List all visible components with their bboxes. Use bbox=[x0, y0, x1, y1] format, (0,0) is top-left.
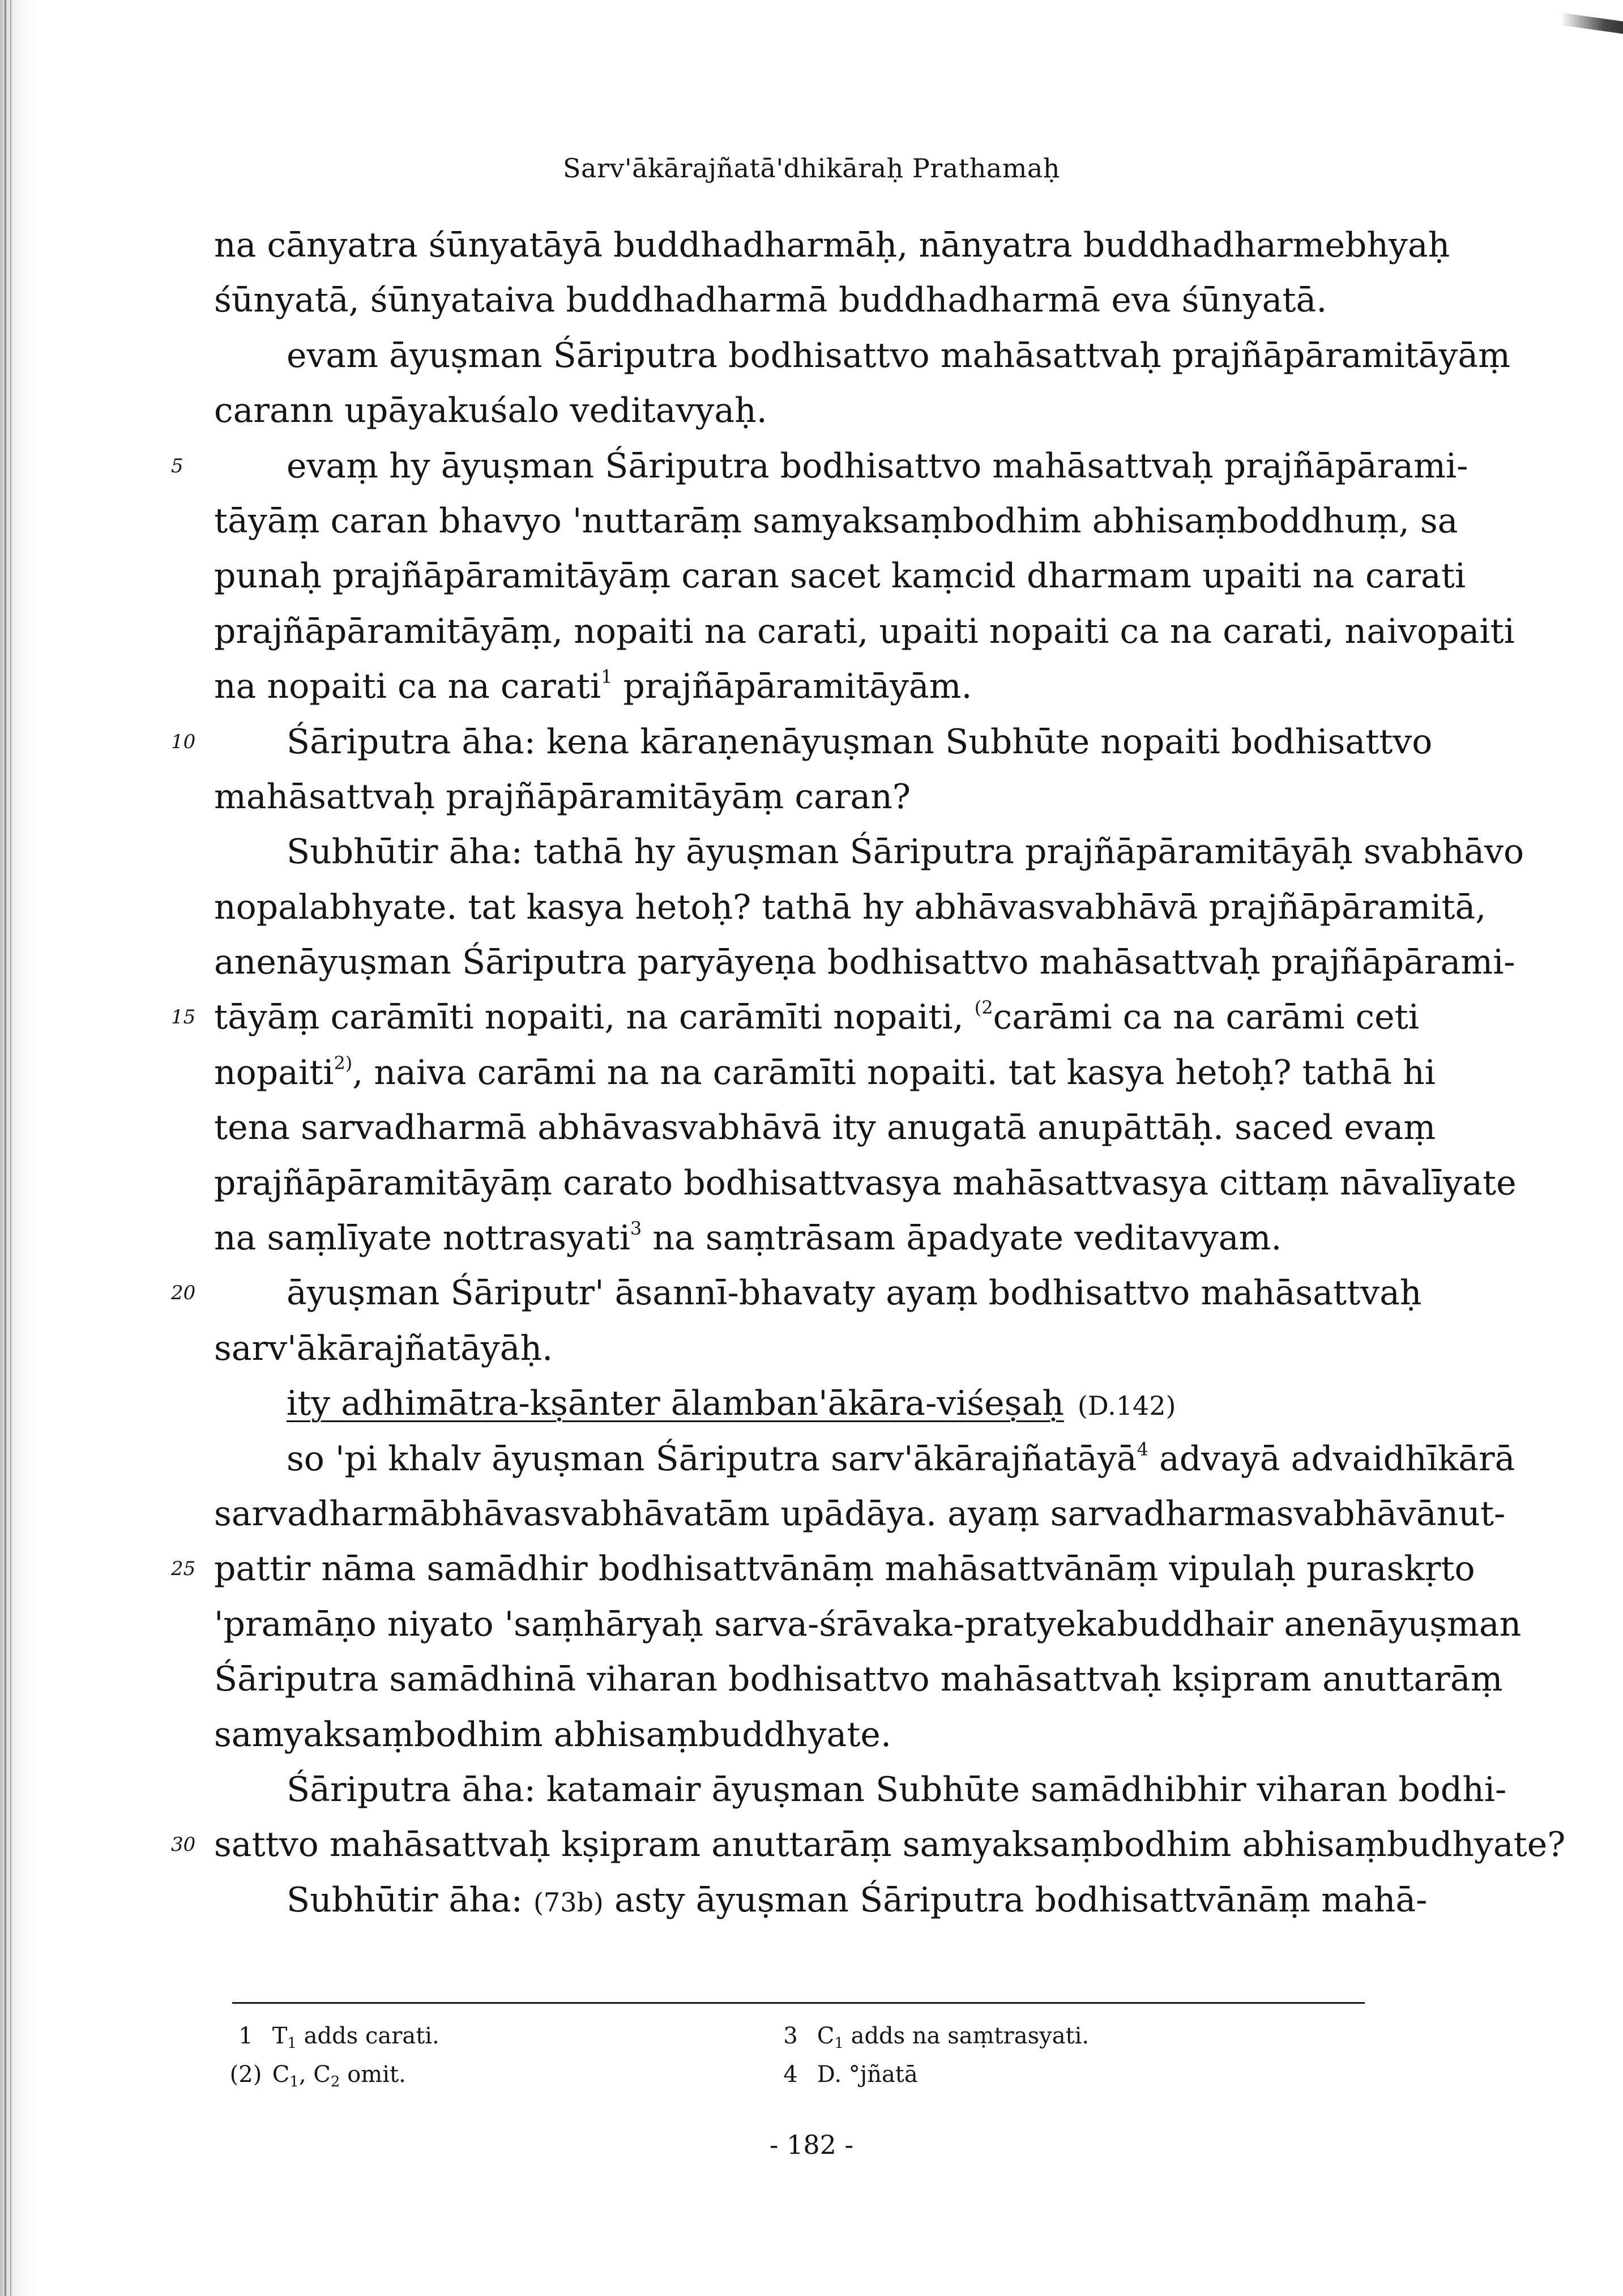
line-number: 25 bbox=[171, 1557, 196, 1581]
running-head: Sarv'ākārajñatā'dhikāraḥ Prathamaḥ bbox=[563, 153, 1060, 183]
text-line bbox=[171, 990, 1419, 1045]
line-text: 'pramāṇo niyato 'saṃhāryaḥ sarva-śrāvaka-pratyekabuddhair anenāyuṣman bbox=[214, 1604, 1522, 1644]
text-line bbox=[214, 218, 1450, 273]
section-subheading bbox=[214, 1376, 1387, 1431]
text-line bbox=[214, 549, 1466, 604]
footnote-number: 3 bbox=[783, 2023, 798, 2049]
footnote-marker: 2) bbox=[334, 1052, 353, 1074]
text-line bbox=[214, 1708, 1387, 1762]
footnote-number: (2) bbox=[229, 2062, 262, 2088]
footnote-item bbox=[227, 2058, 406, 2092]
line-text: prajñāpāramitāyāṃ carato bodhisattvasya mahāsattvasya cittaṃ nāvalīyate bbox=[214, 1163, 1517, 1203]
text-line bbox=[171, 1817, 1566, 1872]
text-line bbox=[214, 1487, 1506, 1542]
line-text: Śāriputra samādhinā viharan bodhisattvo mahāsattvaḥ kṣipram anuttarāṃ bbox=[214, 1659, 1503, 1700]
text-line bbox=[214, 935, 1515, 990]
text-line bbox=[214, 1762, 1507, 1817]
text-line bbox=[171, 439, 1468, 494]
text-line bbox=[214, 494, 1458, 549]
text-line bbox=[214, 659, 1387, 714]
line-text: so 'pi khalv āyuṣman Śāriputra sarv'ākārajñatāyā bbox=[287, 1439, 1137, 1479]
footnote-text: , C bbox=[298, 2062, 331, 2088]
scan-artifact bbox=[1561, 12, 1623, 33]
text-line bbox=[214, 1156, 1517, 1211]
line-number: 20 bbox=[171, 1282, 196, 1305]
footnote-marker: 1 bbox=[601, 666, 613, 688]
text-line bbox=[214, 604, 1515, 659]
line-text: nopaiti bbox=[214, 1052, 334, 1092]
text-line bbox=[214, 770, 1387, 825]
footnote-subscript: 1 bbox=[834, 2035, 844, 2052]
footnote-text: C bbox=[817, 2023, 835, 2049]
footnote-item bbox=[771, 2019, 1089, 2053]
line-text: tāyāṃ caran bhavyo 'nuttarāṃ samyaksaṃbodhim abhisaṃboddhuṃ, sa bbox=[214, 501, 1458, 541]
line-text: Śāriputra āha: katamair āyuṣman Subhūte samādhibhir viharan bodhi- bbox=[287, 1769, 1507, 1810]
text-line bbox=[214, 383, 1387, 438]
text-line bbox=[214, 1597, 1522, 1652]
line-text: tena sarvadharmā abhāvasvabhāvā ity anugatā anupāttāḥ. saced evaṃ bbox=[214, 1108, 1436, 1148]
line-text: Śāriputra āha: kena kāraṇenāyuṣman Subhūte nopaiti bodhisattvo bbox=[287, 722, 1433, 762]
line-text: mahāsattvaḥ prajñāpāramitāyāṃ caran? bbox=[214, 776, 911, 817]
line-text: punaḥ prajñāpāramitāyāṃ caran sacet kaṃcid dharmam upaiti na carati bbox=[214, 556, 1466, 596]
text-line bbox=[171, 715, 1433, 770]
text-line bbox=[214, 880, 1487, 935]
line-number: 10 bbox=[171, 730, 196, 753]
line-text: na nopaiti ca na carati bbox=[214, 667, 601, 707]
text-line bbox=[214, 273, 1387, 328]
footnote-text: omit. bbox=[347, 2062, 406, 2088]
line-number: 5 bbox=[171, 454, 183, 477]
line-text: pattir nāma samādhir bodhisattvānāṃ mahāsattvānāṃ vipulaḥ puraskṛto bbox=[214, 1549, 1475, 1589]
text-line bbox=[214, 825, 1524, 880]
line-text: na saṃlīyate nottrasyati bbox=[214, 1218, 630, 1258]
text-line bbox=[214, 1211, 1387, 1266]
footnote-number: 1 bbox=[238, 2023, 253, 2049]
line-number: 30 bbox=[171, 1833, 196, 1857]
text-line bbox=[214, 1432, 1515, 1487]
footnote-divider bbox=[232, 2002, 1365, 2004]
line-text: sarv'ākārajñatāyāḥ. bbox=[214, 1328, 553, 1368]
subheading-title: ity adhimātra-kṣānter ālamban'ākāra-viśeṣaḥ bbox=[287, 1384, 1064, 1424]
line-text: prajñāpāramitāyām. bbox=[623, 667, 972, 707]
line-text: anenāyuṣman Śāriputra paryāyeṇa bodhisattvo mahāsattvaḥ prajñāpārami- bbox=[214, 942, 1515, 983]
text-line bbox=[214, 1321, 1387, 1376]
line-text: sattvo mahāsattvaḥ kṣipram anuttarāṃ samyaksaṃbodhim abhisaṃbudhyate? bbox=[214, 1825, 1566, 1865]
main-text bbox=[171, 218, 1566, 1928]
line-text: evam āyuṣman Śāriputra bodhisattvo mahāsattvaḥ prajñāpāramitāyāṃ bbox=[287, 335, 1510, 375]
scan-line bbox=[10, 0, 11, 2296]
line-text: āyuṣman Śāriputr' āsannī-bhavaty ayaṃ bodhisattvo mahāsattvaḥ bbox=[287, 1273, 1422, 1313]
line-text: tāyāṃ carāmīti nopaiti, na carāmīti nopaiti, bbox=[214, 997, 964, 1038]
scan-line bbox=[5, 0, 6, 2296]
footnote-marker: (2 bbox=[974, 997, 993, 1019]
line-text: , naiva carāmi na na carāmīti nopaiti. tat kasya hetoḥ? tathā hi bbox=[352, 1052, 1436, 1092]
footnote-number: 4 bbox=[783, 2062, 798, 2088]
text-line bbox=[214, 1652, 1503, 1707]
footnote-item bbox=[771, 2058, 918, 2092]
line-text: śūnyatā, śūnyataiva buddhadharmā buddhadharmā eva śūnyatā. bbox=[214, 280, 1327, 321]
footnote-text: adds na saṃtrasyati. bbox=[851, 2023, 1090, 2049]
footnote-subscript: 1 bbox=[287, 2035, 297, 2052]
line-text: advayā advaidhīkārā bbox=[1159, 1439, 1515, 1479]
footnote-subscript: 2 bbox=[330, 2073, 340, 2090]
line-text: carann upāyakuśalo veditavyaḥ. bbox=[214, 391, 767, 431]
line-text: samyaksaṃbodhim abhisaṃbuddhyate. bbox=[214, 1714, 892, 1755]
footnote-text: T bbox=[272, 2023, 288, 2049]
footnote-item bbox=[227, 2019, 439, 2053]
line-text: na cānyatra śūnyatāyā buddhadharmāḥ, nānyatra buddhadharmebhyaḥ bbox=[214, 225, 1450, 265]
line-text: evaṃ hy āyuṣman Śāriputra bodhisattvo mahāsattvaḥ prajñāpārami- bbox=[287, 446, 1468, 486]
footnote-subscript: 1 bbox=[289, 2073, 299, 2090]
line-text: prajñāpāramitāyāṃ, nopaiti na carati, upaiti nopaiti ca na carati, naivopaiti bbox=[214, 611, 1515, 651]
page-number: - 182 - bbox=[769, 2129, 854, 2160]
text-line bbox=[214, 1045, 1436, 1100]
footnote-text: adds carati. bbox=[304, 2023, 439, 2049]
footnote-marker: 3 bbox=[630, 1218, 642, 1240]
text-line bbox=[171, 1266, 1422, 1321]
text-line bbox=[171, 1542, 1475, 1597]
text-line bbox=[214, 328, 1510, 383]
text-line bbox=[214, 1873, 1428, 1928]
text-line bbox=[214, 1100, 1436, 1155]
line-text: nopalabhyate. tat kasya hetoḥ? tathā hy abhāvasvabhāvā prajñāpāramitā, bbox=[214, 887, 1487, 927]
footnote-text: C bbox=[272, 2062, 290, 2088]
footnote-marker: 4 bbox=[1137, 1438, 1148, 1460]
line-text: Subhūtir āha: bbox=[287, 1880, 523, 1920]
line-text: Subhūtir āha: tathā hy āyuṣman Śāriputra prajñāpāramitāyāḥ svabhāvo bbox=[287, 832, 1524, 872]
folio-reference: (73b) bbox=[533, 1887, 604, 1918]
line-number: 15 bbox=[171, 1006, 196, 1029]
footnote-text: D. °jñatā bbox=[817, 2062, 918, 2088]
line-text: carāmi ca na carāmi ceti bbox=[993, 997, 1419, 1038]
subheading-reference: (D.142) bbox=[1077, 1390, 1176, 1422]
line-text: sarvadharmābhāvasvabhāvatām upādāya. ayaṃ sarvadharmasvabhāvānut- bbox=[214, 1493, 1506, 1534]
line-text: na saṃtrāsam āpadyate veditavyam. bbox=[652, 1218, 1282, 1258]
line-text: asty āyuṣman Śāriputra bodhisattvānāṃ mahā- bbox=[614, 1880, 1428, 1920]
